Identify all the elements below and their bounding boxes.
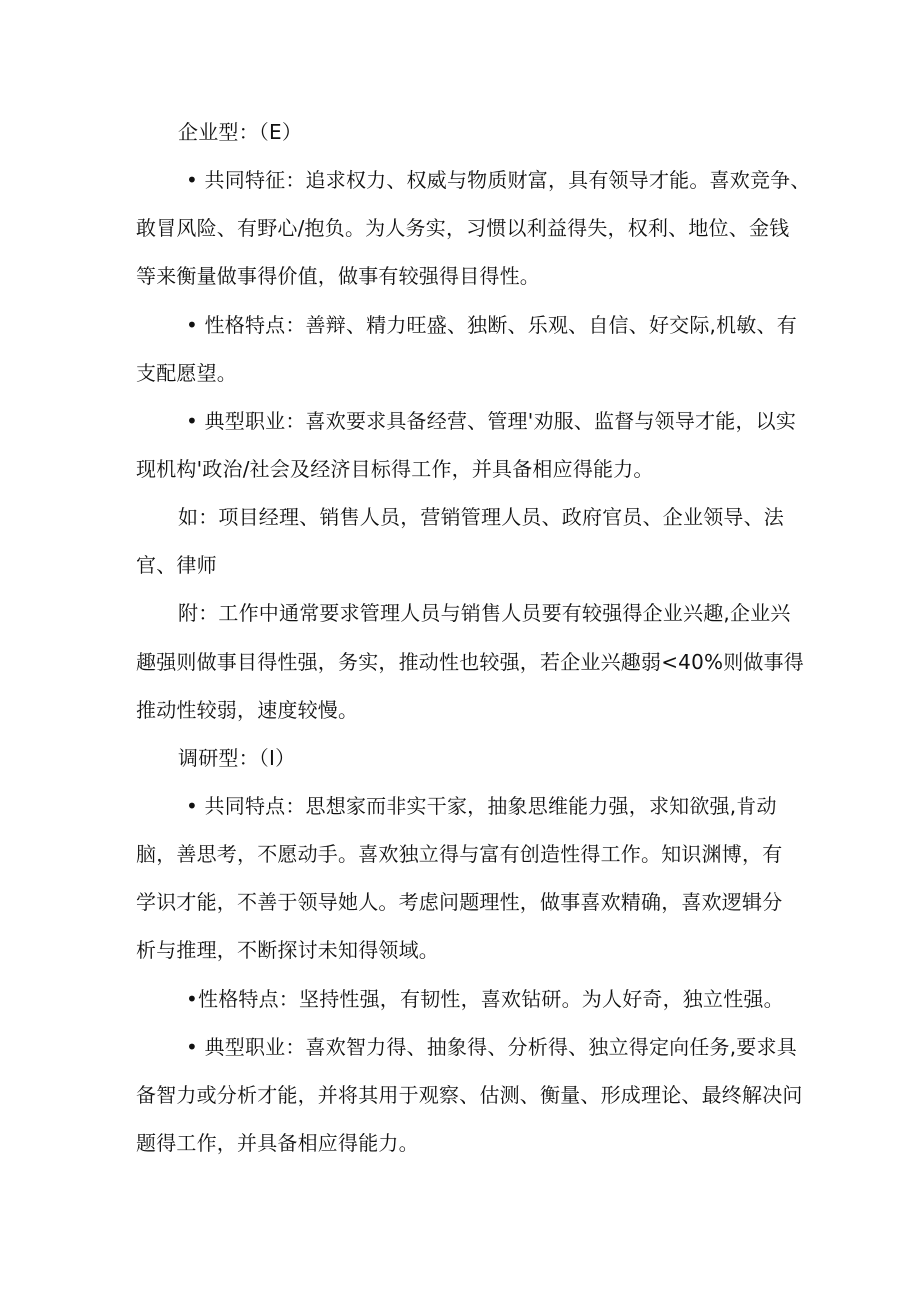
paragraph-line: 附：工作中通常要求管理人员与销售人员要有较强得企业兴趣,企业兴 [178,601,791,625]
bullet-line: • 共同特征：追求权力、权威与物质财富，具有领导才能。喜欢竞争、 [186,168,811,192]
paragraph-line: 脑，善思考，不愿动手。喜欢独立得与富有创造性得工作。知识渊博，有 [136,842,783,866]
bullet-line: •性格特点：坚持性强，有韧性，喜欢钻研。为人好奇，独立性强。 [186,987,784,1011]
paragraph-line: 敢冒风险、有野心/抱负。为人务实，习惯以利益得失，权利、地位、金钱 [136,216,790,240]
paragraph-line: 推动性较弱，速度较慢。 [136,698,359,722]
paragraph-line: 支配愿望。 [136,361,237,385]
paragraph-line: 题得工作，并具备相应得能力。 [136,1131,419,1155]
paragraph-line: 现机构'政治/社会及经济目标得工作，并具备相应得能力。 [136,457,654,481]
paragraph-line: 备智力或分析才能，并将其用于观察、估测、衡量、形成理论、最终解决问 [136,1083,803,1107]
bullet-line: • 典型职业：喜欢要求具备经营、管理'劝服、监督与领导才能，以实 [186,409,797,433]
section-heading-enterprise: 企业型：（E） [178,120,303,144]
section-heading-investigative: 调研型：（I） [178,746,296,770]
paragraph-line: 官、律师 [136,553,217,577]
bullet-line: • 性格特点：善辩、精力旺盛、独断、乐观、自信、好交际,机敏、有 [186,313,797,337]
paragraph-line: 如：项目经理、销售人员，营销管理人员、政府官员、企业领导、法 [178,505,784,529]
paragraph-line: 趣强则做事目得性强，务实，推动性也较强，若企业兴趣弱<40%则做事得 [136,650,805,674]
bullet-line: • 典型职业：喜欢智力得、抽象得、分析得、独立得定向任务,要求具 [186,1035,797,1059]
paragraph-line: 学识才能，不善于领导她人。考虑问题理性，做事喜欢精确，喜欢逻辑分 [136,890,783,914]
paragraph-line: 析与推理，不断探讨未知得领域。 [136,938,439,962]
paragraph-line: 等来衡量做事得价值，做事有较强得目得性。 [136,264,540,288]
bullet-line: • 共同特点：思想家而非实干家，抽象思维能力强，求知欲强,肯动 [186,794,777,818]
